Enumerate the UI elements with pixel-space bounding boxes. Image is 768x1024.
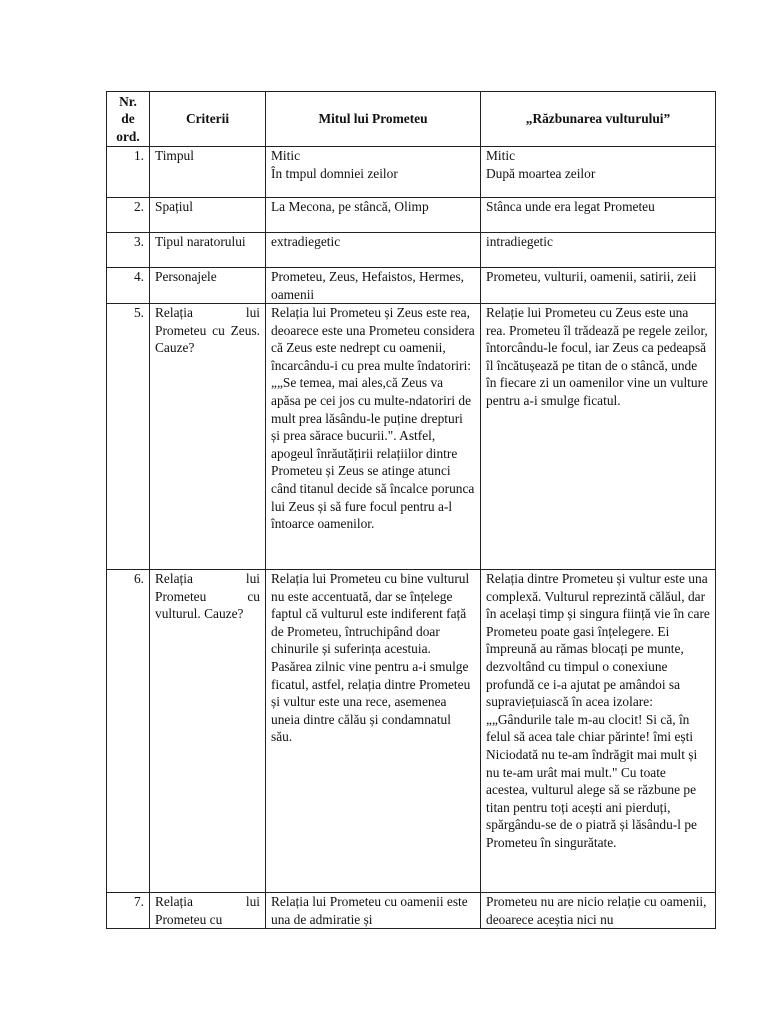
criteria-cell: Spațiul: [150, 198, 266, 233]
table-row: [107, 570, 716, 893]
myth-cell: La Mecona, pe stâncă, Olimp: [266, 198, 481, 233]
table-row: [107, 304, 716, 570]
revenge-line: După moartea zeilor: [486, 165, 596, 181]
revenge-line: Mitic: [486, 148, 516, 163]
revenge-cell: intradiegetic: [481, 233, 716, 268]
header-criteria: Criterii: [150, 92, 266, 147]
myth-text: Relația lui Prometeu cu oamenii este una de admiratie și: [271, 894, 468, 927]
criteria-cell: Personajele: [150, 268, 266, 304]
row-number: 1.: [107, 147, 150, 198]
criteria-text: Relația lui Prometeu cu: [155, 894, 260, 927]
revenge-text: Prometeu nu are nicio relație cu oamenii, deoarece aceștia nici nu: [486, 894, 707, 927]
table-row: [107, 198, 716, 233]
myth-cell: [266, 147, 481, 198]
header-myth: Mitul lui Prometeu: [266, 92, 481, 147]
table-row: [107, 893, 716, 929]
criteria-cell: Relația lui Prometeu cu vulturul. Cauze?: [150, 570, 266, 893]
revenge-cell: Stânca unde era legat Prometeu: [481, 198, 716, 233]
header-revenge: „Răzbunarea vulturului”: [481, 92, 716, 147]
criteria-cell: Timpul: [150, 147, 266, 198]
myth-line: În tmpul domniei zeilor: [271, 165, 398, 181]
myth-cell: extradiegetic: [266, 233, 481, 268]
myth-text: Relația lui Prometeu cu bine vulturul nu este accentuată, dar se înțelege faptul că vulturul este indiferent față de Prometeu, întruchipând doar chinurile și suferința acestuia. Pasărea zilnic vine pentru a-i smulge ficatul, astfel, relația dintre Prometeu și vultur este una rece, asemenea uneia dintre călău și condamnatul său.: [271, 571, 471, 745]
myth-text: Relația lui Prometeu și Zeus este rea, deoarece este una Prometeu considera că Zeus este nedrept cu oamenii, încarcându-i cu prea multe îndatoriri:„„Se temea, mai ales,că Zeus va apăsa pe cei jos cu multe-ndatoriri de mult prea lăsându-le puține drepturi și prea sărace bucurii.". Astfel, apogeul înrăutățirii relațiilor dintre Prometeu și Zeus se atinge atunci când titanul decide să încalce porunca lui Zeus și să fure focul pentru a-l întoarce oamenilor.: [271, 305, 475, 532]
revenge-cell: [481, 268, 716, 304]
table-row: [107, 268, 716, 304]
row-number: 4.: [107, 268, 150, 304]
row-number: 7.: [107, 893, 150, 929]
criteria-cell: Relația lui Prometeu cu Zeus. Cauze?: [150, 304, 266, 570]
revenge-cell: [481, 147, 716, 198]
revenge-cell: [481, 304, 716, 570]
myth-text: Prometeu, Zeus, Hefaistos, Hermes, oamenii: [271, 269, 465, 302]
comparison-table: [106, 91, 716, 929]
table-row: [107, 147, 716, 198]
row-number: 5.: [107, 304, 150, 570]
row-number: 6.: [107, 570, 150, 893]
revenge-text: Relația dintre Prometeu și vultur este una complexă. Vulturul reprezintă călăul, dar în același timp și singura ființă vie în care Prometeu poate gasi înțelegere. Ei împreună au rămas blocați pe munte, dezvoltând cu timpul o conexiune profundă ce i-a ajutat pe amândoi sa supraviețuiască în acea izolare:„„Gândurile tale m-au clocit! Si că, în felul să acea tale chiar părinte! îmi ești Niciodată nu te-am îndrăgit mai mult și nu te-am urât mai mult." Cu toate acestea, vulturul alege să se răzbune pe titan pentru toți acești ani pierduți, spărgându-se de o piatră și lăsându-l pe Prometeu în singurătate.: [486, 571, 710, 850]
myth-line: Mitic: [271, 148, 301, 163]
myth-cell: [266, 304, 481, 570]
revenge-cell: [481, 570, 716, 893]
table-row: [107, 233, 716, 268]
myth-cell: [266, 893, 481, 929]
header-nr: Nr. de ord.: [107, 92, 150, 147]
row-number: 2.: [107, 198, 150, 233]
revenge-cell: [481, 893, 716, 929]
criteria-cell: Tipul naratorului: [150, 233, 266, 268]
table-header-row: [107, 92, 716, 147]
revenge-text: Relație lui Prometeu cu Zeus este una rea. Prometeu îl trădează pe regele zeilor, întorcându-le focul, iar Zeus ca pedeapsă îl încătușează pe titan de o stâncă, unde în fiecare zi un oamenilor vine un vulture pentru a-i smulge ficatul.: [486, 305, 708, 408]
revenge-text: Prometeu, vulturii, oamenii, satirii, zeii: [486, 269, 697, 284]
row-number: 3.: [107, 233, 150, 268]
myth-cell: [266, 570, 481, 893]
criteria-cell: [150, 893, 266, 929]
myth-cell: [266, 268, 481, 304]
